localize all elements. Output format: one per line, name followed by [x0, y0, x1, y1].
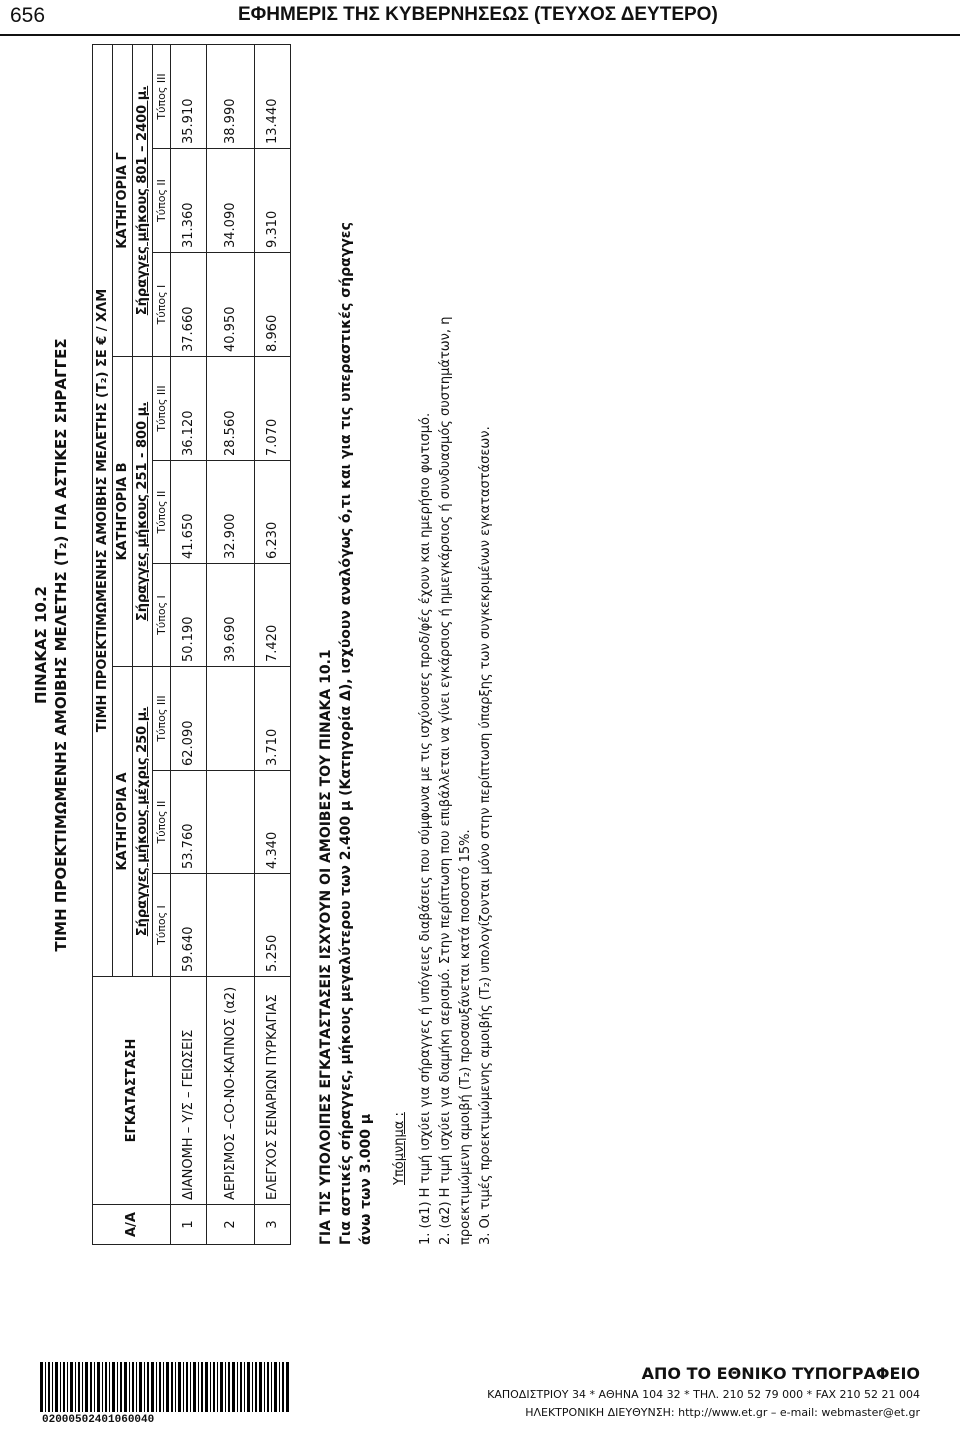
table-title: ΤΙΜΗ ΠΡΟΕΚΤΙΜΩΜΕΝΗΣ ΑΜΟΙΒΗΣ ΜΕΛΕΤΗΣ (Τ₂) ΓΙΑ ΑΣΤΙΚΕΣ ΣΗΡΑΓΓΕΣ: [52, 338, 70, 952]
cell-value: 40.950: [207, 253, 255, 357]
category-a-length: Σήραγγες μήκους μέχρις 250 μ.: [133, 667, 153, 977]
cell-value: 35.910: [171, 44, 207, 148]
legend-item: 2. (α2) Η τιμή ισχύει για διαμήκη αερισμό. Στην περίπτωση που επιβάλλεται να γίνει εγκάρσιος ή ημιεγκάρσιος ή συνδυασμός συστημάτων, η: [438, 316, 453, 1245]
cell-value: 6.230: [255, 461, 291, 564]
rotated-content: [20, 45, 580, 1245]
legend-item: 1. (α1) Η τιμή ισχύει για σήραγγες ή υπόγειες διαβάσεις που σύμφωνα με τις ισχύουσες προδ/φές έχουν και ημερήσιο φωτισμό.: [418, 412, 433, 1245]
cell-value: 7.420: [255, 564, 291, 667]
row-aa: 3: [255, 1205, 291, 1245]
note-other-installations: ΓΙΑ ΤΙΣ ΥΠΟΛΟΙΠΕΣ ΕΓΚΑΤΑΣΤΑΣΕΙΣ ΙΣΧΥΟΥΝ ΟΙ ΑΜΟΙΒΕΣ ΤΟΥ ΠΙΝΑΚΑ 10.1: [318, 649, 334, 1245]
cell-value: [207, 874, 255, 977]
row-installation: ΑΕΡΙΣΜΟΣ –CO-NO-ΚΑΠΝΟΣ (α2): [207, 977, 255, 1205]
cell-value: 5.250: [255, 874, 291, 977]
header-aa: Α/Α: [93, 1205, 171, 1245]
table-row: [171, 44, 207, 1244]
note-category-d: Για αστικές σήραγγες, μήκους μεγαλύτερου των 2.400 μ (Κατηγορία Δ), ισχύουν αναλόγως ό,τι και για τις υπεραστικές σήραγγες: [338, 222, 354, 1245]
category-a: ΚΑΤΗΓΟΡΙΑ Α: [113, 667, 133, 977]
type-header: Τύπος ΙΙ: [153, 771, 171, 874]
cell-value: 13.440: [255, 44, 291, 148]
barcode-number: 02000502401060040: [42, 1414, 155, 1426]
type-header: Τύπος Ι: [153, 564, 171, 667]
type-header: Τύπος ΙΙΙ: [153, 44, 171, 148]
table-row: [207, 44, 255, 1244]
row-installation: ΔΙΑΝΟΜΗ – Υ/Σ – ΓΕΙΩΣΕΙΣ: [171, 977, 207, 1205]
cell-value: 7.070: [255, 357, 291, 461]
cell-value: 31.360: [171, 149, 207, 253]
row-aa: 1: [171, 1205, 207, 1245]
cell-value: 59.640: [171, 874, 207, 977]
cell-value: 53.760: [171, 771, 207, 874]
row-aa: 2: [207, 1205, 255, 1245]
printer-address: ΚΑΠΟΔΙΣΤΡΙΟΥ 34 * ΑΘΗΝΑ 104 32 * ΤΗΛ. 210 52 79 000 * FAX 210 52 21 004: [487, 1388, 920, 1401]
cell-value: 39.690: [207, 564, 255, 667]
type-header: Τύπος Ι: [153, 874, 171, 977]
category-c-length: Σήραγγες μήκους 801 – 2400 μ.: [133, 44, 153, 356]
printer-contact: ΗΛΕΚΤΡΟΝΙΚΗ ΔΙΕΥΘΥΝΣΗ: http://www.et.gr – e-mail: webmaster@et.gr: [525, 1406, 920, 1419]
legend-heading: Υπόμνημα :: [392, 1112, 407, 1185]
fees-table: [92, 44, 291, 1245]
gazette-title: ΕΦΗΜΕΡΙΣ ΤΗΣ ΚΥΒΕΡΝΗΣΕΩΣ (ΤΕΥΧΟΣ ΔΕΥΤΕΡΟ): [238, 4, 718, 25]
cell-value: 50.190: [171, 564, 207, 667]
page-number: 656: [10, 4, 46, 27]
category-b-length: Σήραγγες μήκους 251 - 800 μ.: [133, 357, 153, 667]
cell-value: 32.900: [207, 461, 255, 564]
type-header: Τύπος ΙΙ: [153, 149, 171, 253]
header-price: ΤΙΜΗ ΠΡΟΕΚΤΙΜΩΜΕΝΗΣ ΑΜΟΙΒΗΣ ΜΕΛΕΤΗΣ (Τ₂) ΣΕ € / ΧΛΜ: [93, 44, 113, 976]
cell-value: 9.310: [255, 149, 291, 253]
header-installation: ΕΓΚΑΤΑΣΤΑΣΗ: [93, 977, 171, 1205]
type-header: Τύπος Ι: [153, 253, 171, 357]
category-c: ΚΑΤΗΓΟΡΙΑ Γ: [113, 44, 133, 356]
printer-name: ΑΠΟ ΤΟ ΕΘΝΙΚΟ ΤΥΠΟΓΡΑΦΕΙΟ: [641, 1364, 920, 1383]
row-installation: ΕΛΕΓΧΟΣ ΣΕΝΑΡΙΩΝ ΠΥΡΚΑΓΙΑΣ: [255, 977, 291, 1205]
category-b: ΚΑΤΗΓΟΡΙΑ Β: [113, 357, 133, 667]
type-header: Τύπος ΙΙ: [153, 461, 171, 564]
legend-item: 3. Οι τιμές προεκτιμώμενης αμοιβής (Τ₂) υπολογίζονται μόνο στην περίπτωση ύπαρξης των συγκεκριμένων εγκαταστάσεων.: [478, 426, 493, 1245]
cell-value: [207, 771, 255, 874]
type-header: Τύπος ΙΙΙ: [153, 667, 171, 771]
cell-value: 62.090: [171, 667, 207, 771]
cell-value: 28.560: [207, 357, 255, 461]
cell-value: 8.960: [255, 253, 291, 357]
table-row: [255, 44, 291, 1244]
cell-value: 34.090: [207, 149, 255, 253]
legend-item: προεκτιμώμενη αμοιβή (Τ₂) προσαυξάνεται κατά ποσοστό 15%.: [458, 829, 473, 1245]
header-rule: [0, 34, 960, 36]
cell-value: [207, 667, 255, 771]
type-header: Τύπος ΙΙΙ: [153, 357, 171, 461]
page-header: [0, 0, 960, 34]
cell-value: 4.340: [255, 771, 291, 874]
cell-value: 41.650: [171, 461, 207, 564]
cell-value: 37.660: [171, 253, 207, 357]
cell-value: 3.710: [255, 667, 291, 771]
cell-value: 36.120: [171, 357, 207, 461]
note-category-d-cont: άνω των 3.000 μ: [358, 1113, 374, 1245]
table-number: ΠΙΝΑΚΑΣ 10.2: [32, 586, 50, 705]
cell-value: 38.990: [207, 44, 255, 148]
